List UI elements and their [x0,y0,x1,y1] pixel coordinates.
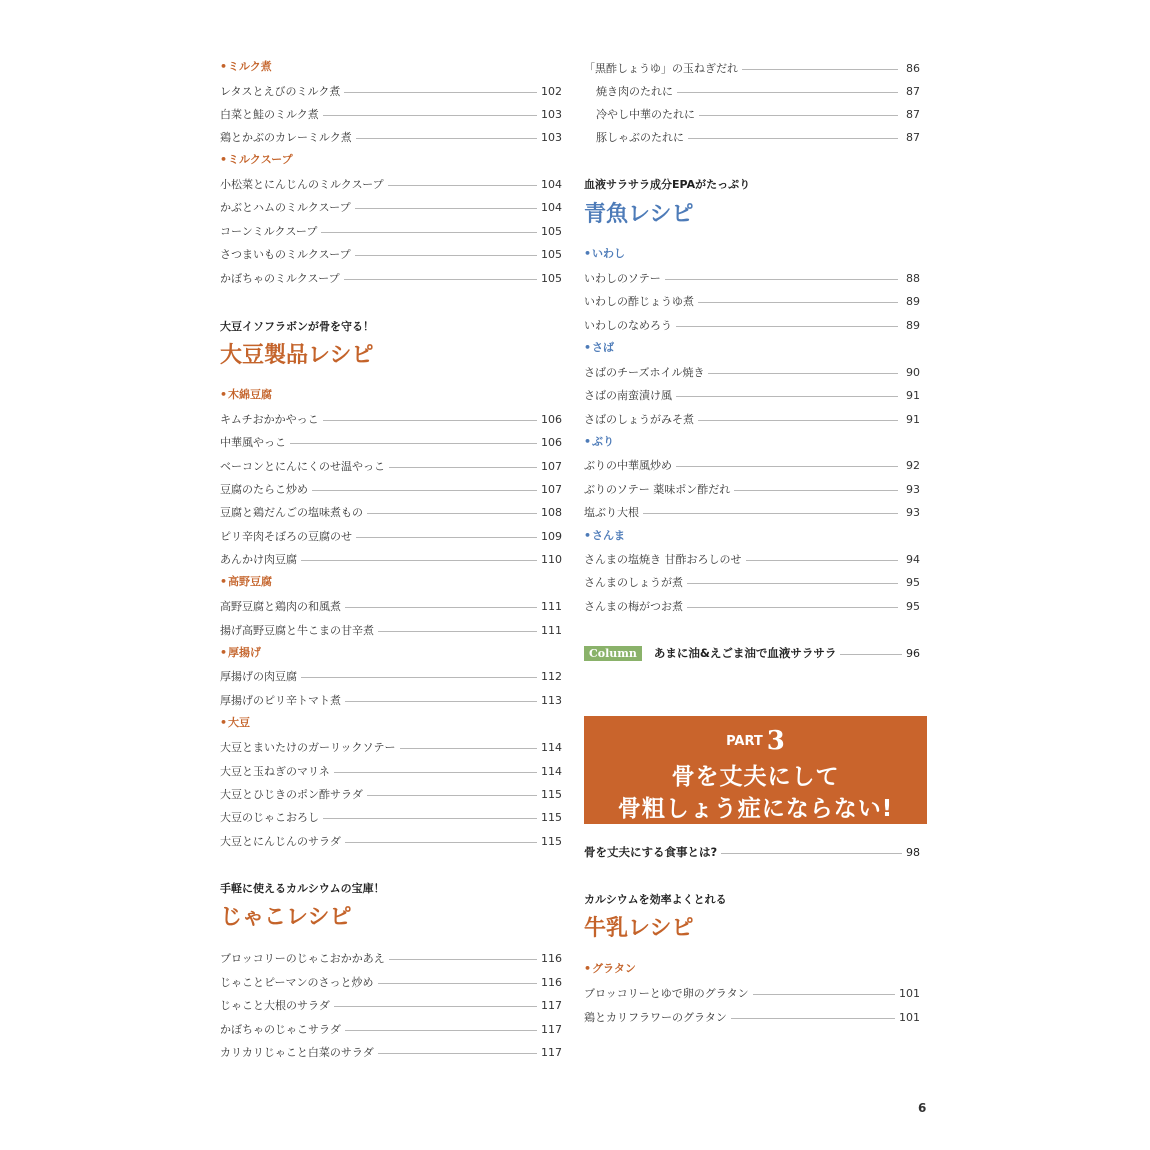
entry-page: 92 [906,458,920,472]
entry-title: 大豆と玉ねぎのマリネ [220,765,330,778]
entry-title: 骨を丈夫にする食事とは? [584,845,718,859]
entry-title: かぼちゃのじゃこサラダ [220,1023,341,1036]
category-daizu: •大豆 [220,716,251,729]
toc-row[interactable] [220,222,562,240]
entry-page: 87 [906,130,920,144]
toc-row[interactable] [596,105,920,123]
toc-row[interactable] [596,128,920,146]
toc-row[interactable] [220,808,562,826]
entry-page: 117 [541,1022,562,1036]
entry-page: 89 [906,318,920,332]
entry-page: 105 [541,271,562,285]
toc-row[interactable] [584,456,920,474]
entry-page: 103 [541,130,562,144]
toc-row[interactable] [584,503,920,521]
entry-page: 116 [541,951,562,965]
section-subtitle: 大豆イソフラボンが骨を守る！ [220,320,374,333]
entry-title: さんまの梅がつお煮 [584,600,683,613]
toc-row[interactable] [220,82,562,100]
entry-page: 117 [541,1045,562,1059]
toc-row[interactable] [584,843,920,861]
entry-page: 112 [541,669,562,683]
entry-page: 115 [541,834,562,848]
entry-title: カリカリじゃこと白菜のサラダ [220,1046,374,1059]
entry-page: 104 [541,177,562,191]
toc-row[interactable] [584,316,920,334]
entry-page: 115 [541,787,562,801]
entry-title: さつまいものミルクスープ [220,248,351,261]
entry-page: 104 [541,200,562,214]
entry-page: 96 [906,646,920,660]
entry-page: 117 [541,998,562,1012]
entry-page: 89 [906,294,920,308]
page-number: 6 [918,1101,927,1115]
entry-title: さんまのしょうが煮 [584,576,683,589]
entry-title: 豆腐と鶏だんごの塩味煮もの [220,506,363,519]
entry-title: あまに油&えごま油で血液サラサラ [653,646,837,660]
entry-title: ベーコンとにんにくのせ温やっこ [220,460,385,473]
entry-page: 111 [541,623,562,637]
toc-row[interactable] [220,785,562,803]
entry-title: 白菜と鮭のミルク煮 [220,108,319,121]
toc-row[interactable] [584,1008,920,1026]
entry-title: いわしのなめろう [584,319,672,332]
entry-title: じゃことピーマンのさっと炒め [220,976,374,989]
part-label: PART 3 [726,726,785,756]
section-subtitle: 血液サラサラ成分EPAがたっぷり [584,178,751,191]
entry-title: 小松菜とにんじんのミルクスープ [220,178,384,191]
entry-title: 中華風やっこ [220,436,286,449]
toc-row[interactable] [220,527,562,545]
toc-row[interactable] [220,597,562,615]
toc-row[interactable] [584,573,920,591]
entry-title: 焼き肉のたれに [596,85,673,98]
toc-row[interactable] [220,949,562,967]
entry-page: 116 [541,975,562,989]
toc-row[interactable] [584,480,920,498]
toc-row[interactable] [220,433,562,451]
toc-row[interactable] [220,550,562,568]
toc-row[interactable] [220,503,562,521]
entry-page: 115 [541,810,562,824]
section-subtitle: カルシウムを効率よくとれる [584,893,727,906]
entry-page: 109 [541,529,562,543]
toc-row[interactable] [584,292,920,310]
entry-title: 豚しゃぶのたれに [596,131,684,144]
category-koya-tofu: •高野豆腐 [220,575,273,588]
toc-row[interactable] [220,457,562,475]
category-milk-soup: •ミルクスープ [220,153,293,166]
toc-row[interactable] [220,198,562,216]
toc-row[interactable] [584,410,920,428]
entry-page: 93 [906,482,920,496]
entry-title: 揚げ高野豆腐と牛こまの甘辛煮 [220,624,374,637]
entry-page: 101 [899,1010,920,1024]
entry-title: かぶとハムのミルクスープ [220,201,351,214]
part-title-line2: 骨粗しょう症にならない! [617,796,894,822]
category-gratin: •グラタン [584,962,636,975]
toc-row[interactable] [220,762,562,780]
entry-title: いわしのソテー [584,272,661,285]
toc-row[interactable] [220,996,562,1014]
column-entry[interactable] [584,644,920,662]
section-title: 大豆製品レシピ [220,343,374,368]
entry-title: キムチおかかやっこ [220,413,319,426]
toc-row[interactable] [584,597,920,615]
entry-title: 高野豆腐と鶏肉の和風煮 [220,600,341,613]
entry-title: コーンミルクスープ [220,225,318,238]
entry-page: 105 [541,224,562,238]
toc-row[interactable] [220,175,562,193]
entry-page: 111 [541,599,562,613]
entry-page: 88 [906,271,920,285]
toc-row[interactable] [584,550,920,568]
entry-page: 91 [906,388,920,402]
entry-page: 105 [541,247,562,261]
entry-page: 93 [906,505,920,519]
toc-row[interactable] [220,973,562,991]
entry-title: ぶりのソテー 薬味ポン酢だれ [584,483,731,496]
entry-title: 大豆とまいたけのガーリックソテー [220,741,396,754]
category-tofu: •木綿豆腐 [220,388,273,401]
entry-title: 冷やし中華のたれに [596,108,695,121]
entry-page: 101 [899,986,920,1000]
entry-title: じゃこと大根のサラダ [220,999,330,1012]
toc-row[interactable] [220,691,562,709]
toc-row[interactable] [220,410,562,428]
entry-title: 大豆とひじきのポン酢サラダ [220,788,363,801]
entry-page: 106 [541,412,562,426]
toc-row[interactable] [584,386,920,404]
column-badge: Column [584,646,642,661]
entry-title: 大豆のじゃこおろし [220,811,319,824]
entry-title: レタスとえびのミルク煮 [220,85,341,98]
entry-page: 107 [541,482,562,496]
category-milk-stew: •ミルク煮 [220,60,272,73]
entry-page: 107 [541,459,562,473]
category-sanma: •さんま [584,529,626,542]
category-buri: •ぶり [584,435,615,448]
entry-title: ピリ辛肉そぼろの豆腐のせ [220,530,352,543]
toc-row[interactable] [220,621,562,639]
section-subtitle: 手軽に使えるカルシウムの宝庫！ [220,882,385,895]
entry-page: 108 [541,505,562,519]
entry-title: かぼちゃのミルクスープ [220,272,340,285]
toc-row[interactable] [584,363,920,381]
toc-row[interactable] [220,1043,562,1061]
toc-row[interactable] [220,128,562,146]
entry-title: あんかけ肉豆腐 [220,553,297,566]
entry-page: 114 [541,740,562,754]
part3-banner[interactable] [584,716,927,824]
category-saba: •さば [584,341,615,354]
toc-row[interactable] [220,269,562,287]
entry-title: 鶏とかぶのカレーミルク煮 [220,131,352,144]
entry-page: 98 [906,845,920,859]
entry-title: 厚揚げの肉豆腐 [220,670,297,683]
entry-title: 塩ぶり大根 [584,506,639,519]
entry-title: 大豆とにんじんのサラダ [220,835,341,848]
entry-page: 114 [541,764,562,778]
entry-page: 113 [541,693,562,707]
entry-page: 94 [906,552,920,566]
entry-title: ブロッコリーのじゃこおかかあえ [220,952,385,965]
category-atsuage: •厚揚げ [220,646,262,659]
entry-page: 86 [906,61,920,75]
entry-page: 106 [541,435,562,449]
toc-row[interactable] [220,105,562,123]
toc-row[interactable] [220,832,562,850]
entry-title: ブロッコリーとゆで卵のグラタン [584,987,749,1000]
entry-page: 90 [906,365,920,379]
section-title: じゃこレシピ [220,905,352,930]
toc-row[interactable] [220,480,562,498]
entry-title: 鶏とカリフラワーのグラタン [584,1011,727,1024]
entry-title: さばのしょうがみそ煮 [584,413,694,426]
toc-row[interactable] [584,269,920,287]
entry-title: ぶりの中華風炒め [584,459,672,472]
entry-title: 厚揚げのピリ辛トマト煮 [220,694,341,707]
entry-title: 「黒酢しょうゆ」の玉ねぎだれ [584,62,738,75]
entry-title: いわしの酢じょうゆ煮 [584,295,694,308]
entry-page: 91 [906,412,920,426]
toc-row[interactable] [220,738,562,756]
entry-page: 87 [906,84,920,98]
toc-row[interactable] [220,1020,562,1038]
entry-page: 87 [906,107,920,121]
section-title: 青魚レシピ [584,202,694,227]
section-title: 牛乳レシピ [584,916,694,941]
part-title-line1: 骨を丈夫にして [671,764,840,790]
category-iwashi: •いわし [584,247,626,260]
entry-page: 110 [541,552,562,566]
toc-row[interactable] [596,82,920,100]
toc-row[interactable] [584,984,920,1002]
toc-row[interactable] [220,245,562,263]
toc-row[interactable] [220,667,562,685]
entry-title: さばの南蛮漬け風 [584,389,672,402]
entry-page: 102 [541,84,562,98]
entry-page: 95 [906,575,920,589]
entry-title: さんまの塩焼き 甘酢おろしのせ [584,553,742,566]
entry-page: 95 [906,599,920,613]
entry-title: さばのチーズホイル焼き [584,366,705,379]
entry-title: 豆腐のたらこ炒め [220,483,308,496]
entry-page: 103 [541,107,562,121]
toc-row[interactable] [584,59,920,77]
